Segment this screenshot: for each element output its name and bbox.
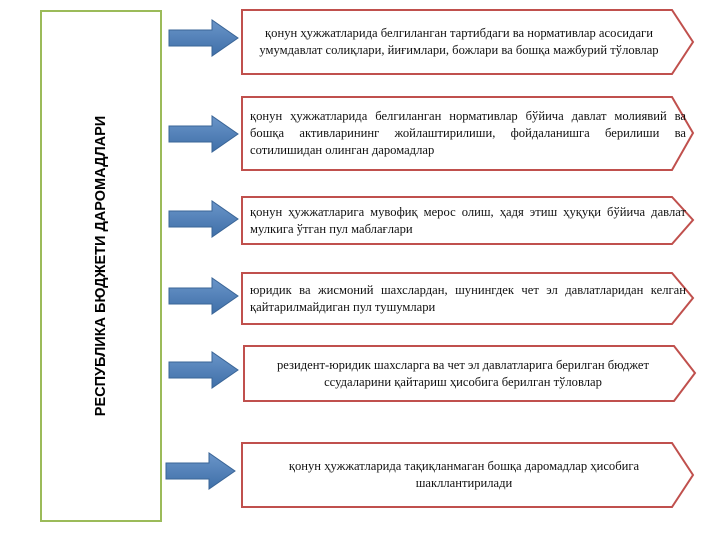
arrow-2 (169, 116, 238, 152)
item-text-6: қонун ҳужжатларида тақиқланмаган бошқа даромадлар ҳисобига шакллантирилади (288, 459, 640, 490)
item-text-4: юридик ва жисмоний шахслардан, шунингдек чет эл давлатларидан келган қайтарилмайдиган пул тушумлари (250, 282, 686, 314)
item-text-3: қонун ҳужжатларига мувофиқ мерос олиш, ҳадя этиш ҳуқуқи бўйича давлат мулкига ўтган пул маблағлари (250, 204, 686, 236)
item-text-1: қонун ҳужжатларида белгиланган тартибдаги ва нормативлар асосидаги умумдавлат солиқлари, йиғимлари, божлари ва бошқа мажбурий тўловлар (259, 26, 659, 57)
arrow-3 (169, 201, 238, 237)
diagram-title: РЕСПУБЛИКА БЮДЖЕТИ ДАРОМАДЛАРИ (93, 115, 109, 417)
arrow-5 (169, 352, 238, 388)
arrow-4 (169, 278, 238, 314)
item-text-5: резидент-юридик шахсларга ва чет эл давлатларига берилган бюджет ссудаларини қайтариш ҳисобига берилган тўловлар (277, 357, 649, 389)
arrow-1 (169, 20, 238, 56)
arrow-6 (166, 453, 235, 489)
item-text-2: қонун ҳужжатларида белгиланган нормативлар бўйича давлат молиявий ва бошқа активларининг жойлаштирилиши, фойдаланишга берилиши ва сотилишидан олинган даромадлар (250, 109, 686, 157)
